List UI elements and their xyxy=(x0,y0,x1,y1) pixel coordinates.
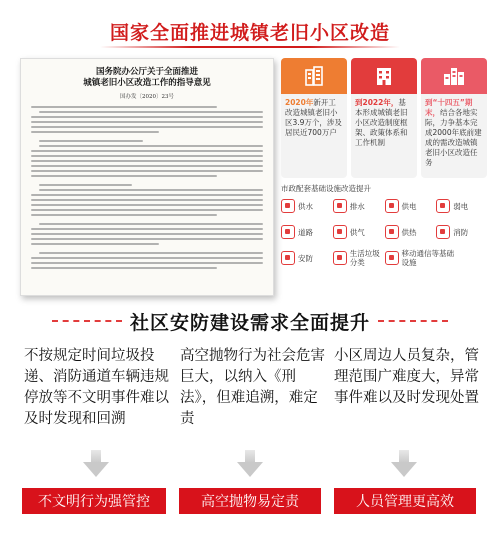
service-label: 供电 xyxy=(401,201,417,211)
security-icon xyxy=(281,251,295,265)
service-label: 道路 xyxy=(298,227,313,237)
service-item-drainage xyxy=(333,196,383,216)
service-item-gas xyxy=(333,222,383,242)
service-label: 移动通信等基础设施 xyxy=(401,249,454,267)
waste-sorting-icon xyxy=(333,251,347,265)
service-item-waste xyxy=(333,248,383,268)
column-text: 不按规定时间垃圾投递、消防通道车辆违规停放等不文明事件难以及时发现和回溯 xyxy=(24,348,169,427)
apartment-icon xyxy=(373,65,395,87)
title-underline xyxy=(100,46,400,48)
service-label: 弱电 xyxy=(453,201,469,211)
service-item-road xyxy=(281,222,331,242)
down-arrow-icon xyxy=(83,450,109,478)
fire-protection-icon xyxy=(436,225,450,239)
top-title: 国家全面推进城镇老旧小区改造 xyxy=(109,22,390,44)
label-uncivilized-control: 不文明行为强管控 xyxy=(22,488,166,514)
document-number: 国办发〔2020〕23号 xyxy=(120,94,174,100)
stat-card-2022 xyxy=(351,58,417,178)
services-heading: 市政配套基础设施改造提升 xyxy=(281,184,371,193)
power-supply-icon xyxy=(385,199,399,213)
document-body xyxy=(31,106,263,269)
service-label: 消防 xyxy=(453,227,469,237)
service-item-telecom xyxy=(385,248,487,268)
stat-highlight-14th-plan: 到“十四五”期末， xyxy=(425,98,473,117)
service-label: 供水 xyxy=(298,201,313,211)
stat-highlight-2022: 到2022年， xyxy=(355,98,399,107)
stat-card-2020 xyxy=(281,58,347,178)
stat-text-14th-plan xyxy=(421,94,487,172)
stat-text-2022 xyxy=(351,94,417,152)
label-high-altitude-liability: 高空抛物易定责 xyxy=(179,488,321,514)
stat-top-2022 xyxy=(351,58,417,94)
drainage-icon xyxy=(333,199,347,213)
stat-card-14th-plan xyxy=(421,58,487,178)
stat-body-14th-plan: 结合各地实际，力争基本完成2000年底前建成的需改造城镇老旧小区改造任务 xyxy=(425,108,482,167)
column-personnel xyxy=(334,346,480,409)
service-label: 排水 xyxy=(349,201,365,211)
telecom-icon xyxy=(385,251,399,265)
service-label: 供气 xyxy=(349,227,365,237)
service-item-water xyxy=(281,196,331,216)
heading-dash-right xyxy=(378,320,448,322)
gas-supply-icon xyxy=(333,225,347,239)
stat-top-2020 xyxy=(281,58,347,94)
service-label: 生活垃圾分类 xyxy=(349,249,380,267)
service-label: 供热 xyxy=(401,227,417,237)
service-item-power xyxy=(385,196,435,216)
column-uncivilized xyxy=(24,346,176,430)
water-supply-icon xyxy=(281,199,295,213)
stat-highlight-2020: 2020年 xyxy=(285,98,314,107)
service-item-fire xyxy=(436,222,486,242)
policy-document xyxy=(20,58,274,296)
column-text: 高空抛物行为社会危害巨大，以纳入《刑法》，但难追溯，难定责 xyxy=(180,348,325,427)
stat-text-2020 xyxy=(281,94,347,142)
service-item-security xyxy=(281,248,331,268)
road-icon xyxy=(281,225,295,239)
service-label: 安防 xyxy=(298,253,313,263)
label-personnel-management: 人员管理更高效 xyxy=(334,488,476,514)
service-item-heating xyxy=(385,222,435,242)
service-item-weak-current xyxy=(436,196,486,216)
down-arrow-icon xyxy=(391,450,417,478)
stat-body-2020: 新开工改造城镇老旧小区3.9万个，涉及居民近700万户 xyxy=(285,98,342,137)
document-heading-line2: 城镇老旧小区改造工作的指导意见 xyxy=(83,78,211,88)
section-title: 社区安防建设需求全面提升 xyxy=(129,312,370,334)
stat-body-2022: 基本形成城镇老旧小区改造制度框架、政策体系和工作机制 xyxy=(355,98,408,147)
column-text: 小区周边人员复杂，管理范围广难度大，异常事件难以及时发现处置 xyxy=(334,348,479,406)
city-icon xyxy=(442,65,466,87)
weak-current-icon xyxy=(436,199,450,213)
building-icon xyxy=(303,65,325,87)
services-grid xyxy=(281,196,486,268)
heating-icon xyxy=(385,225,399,239)
down-arrow-icon xyxy=(237,450,263,478)
stat-top-14th-plan xyxy=(421,58,487,94)
document-heading-line1: 国务院办公厅关于全面推进 xyxy=(95,67,198,77)
column-high-altitude xyxy=(180,346,330,430)
